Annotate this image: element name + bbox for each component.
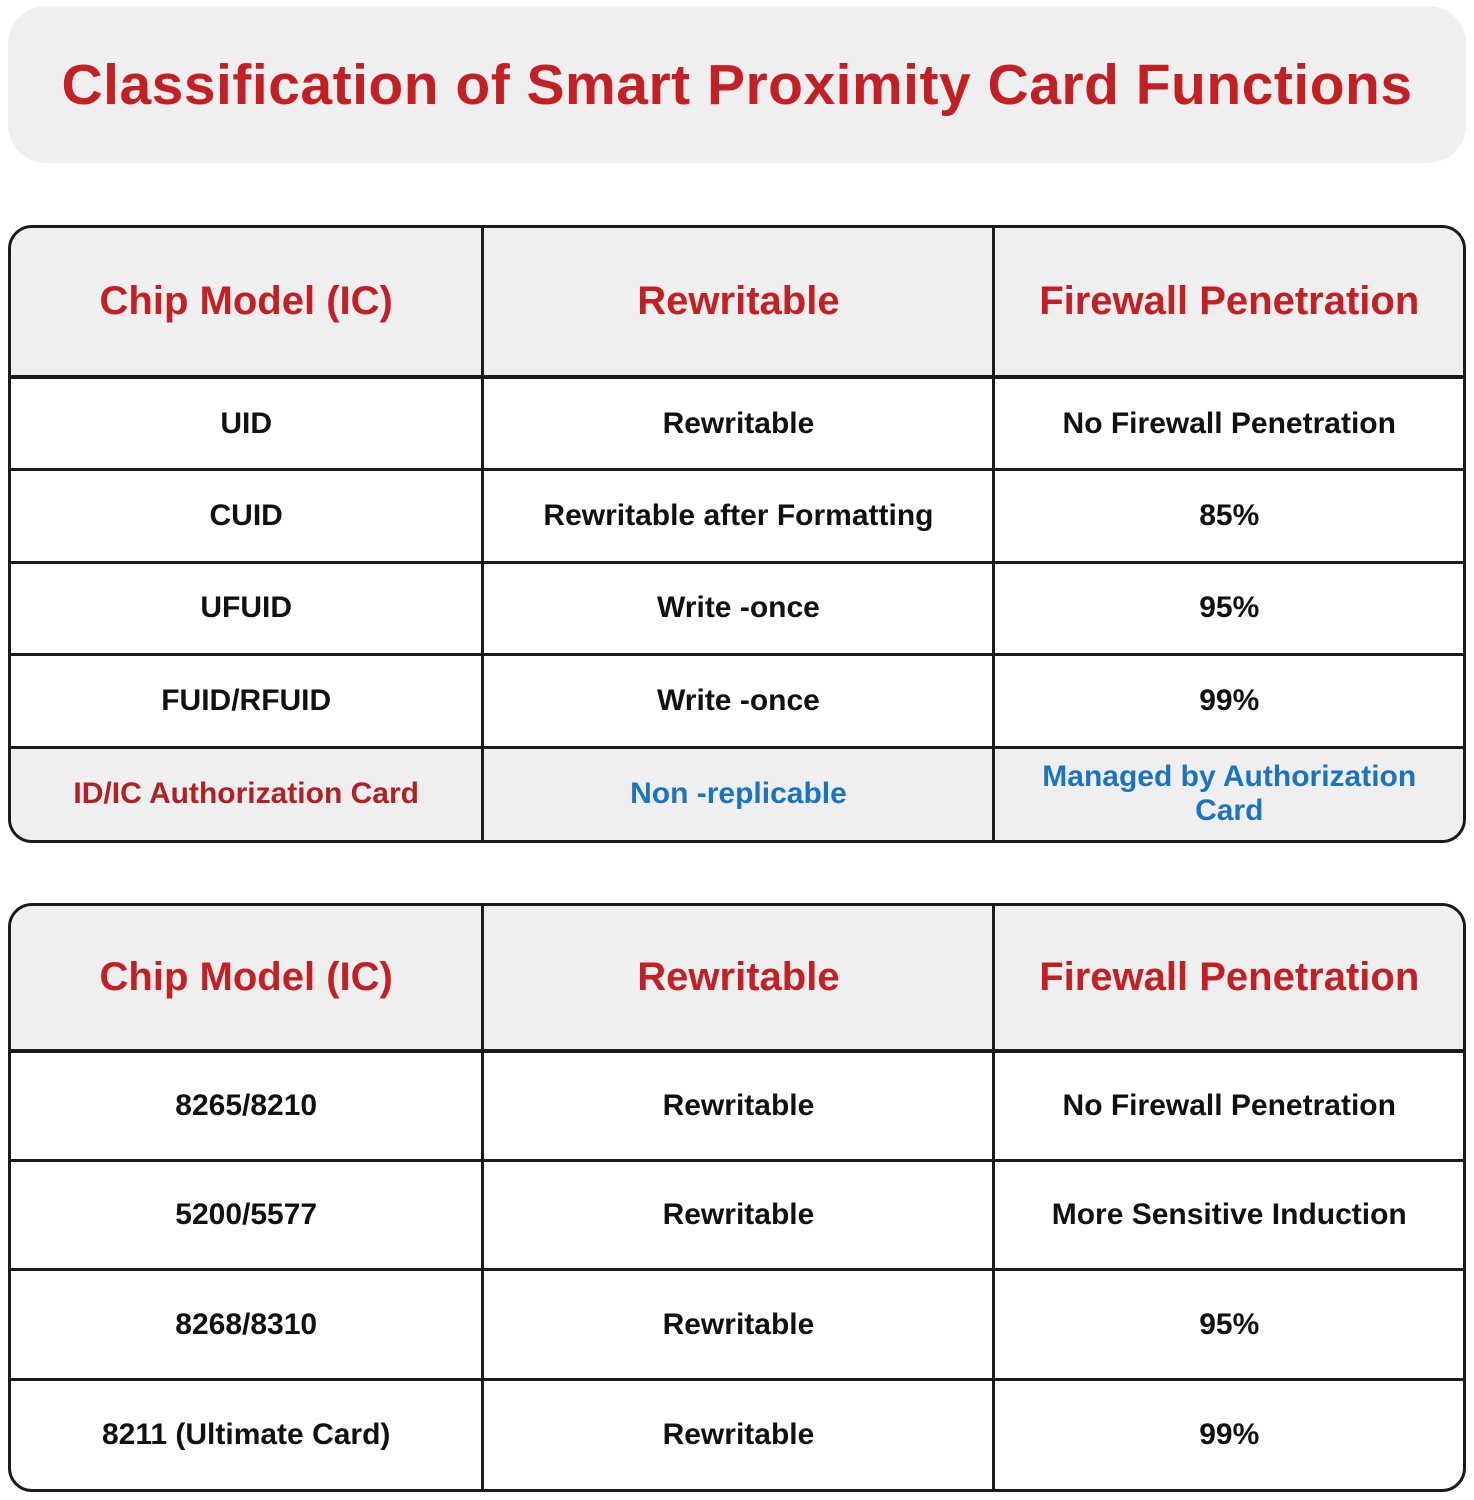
cell-rewritable: Rewritable [483, 1051, 994, 1161]
header-cell-chip-model: Chip Model (IC) [11, 228, 483, 377]
cell-rewritable: Rewritable [483, 1160, 994, 1270]
cell-rewritable: Write -once [483, 655, 994, 748]
page-title: Classification of Smart Proximity Card Functions [61, 52, 1413, 117]
cell-rewritable: Rewritable [483, 1379, 994, 1489]
table-row [11, 562, 1463, 655]
cell-chip-model: 8265/8210 [11, 1051, 483, 1161]
table-row [11, 1051, 1463, 1161]
cell-chip-model: 8268/8310 [11, 1270, 483, 1380]
table-row [11, 377, 1463, 470]
cell-chip-model: ID/IC Authorization Card [11, 747, 483, 840]
header-cell-rewritable: Rewritable [483, 906, 994, 1051]
cell-chip-model: UID [11, 377, 483, 470]
cell-firewall: No Firewall Penetration [994, 1051, 1463, 1161]
cell-firewall: 99% [994, 655, 1463, 748]
cell-rewritable: Non -replicable [483, 747, 994, 840]
cell-rewritable: Rewritable [483, 377, 994, 470]
cell-firewall: 95% [994, 1270, 1463, 1380]
cell-rewritable: Write -once [483, 562, 994, 655]
cell-chip-model: CUID [11, 470, 483, 563]
table-row [11, 1379, 1463, 1489]
table-row [11, 1270, 1463, 1380]
header-cell-firewall-penetration: Firewall Penetration [994, 228, 1463, 377]
header-cell-firewall-penetration: Firewall Penetration [994, 906, 1463, 1051]
cell-chip-model: 5200/5577 [11, 1160, 483, 1270]
table-row [11, 1160, 1463, 1270]
cell-firewall: More Sensitive Induction [994, 1160, 1463, 1270]
cell-firewall: 99% [994, 1379, 1463, 1489]
cell-rewritable: Rewritable [483, 1270, 994, 1380]
cell-chip-model: UFUID [11, 562, 483, 655]
table-row-authorization-card [11, 747, 1463, 840]
header-cell-chip-model: Chip Model (IC) [11, 906, 483, 1051]
cell-firewall: No Firewall Penetration [994, 377, 1463, 470]
table-2-header-row [11, 906, 1463, 1051]
table-row [11, 655, 1463, 748]
title-banner [8, 6, 1466, 163]
cell-rewritable: Rewritable after Formatting [483, 470, 994, 563]
header-cell-rewritable: Rewritable [483, 228, 994, 377]
table-row [11, 470, 1463, 563]
table-2 [11, 906, 1463, 1489]
table-1 [11, 228, 1463, 840]
cell-firewall: 95% [994, 562, 1463, 655]
cell-chip-model: FUID/RFUID [11, 655, 483, 748]
table-1-header-row [11, 228, 1463, 377]
cell-chip-model: 8211 (Ultimate Card) [11, 1379, 483, 1489]
chip-function-table-1 [8, 225, 1466, 843]
chip-function-table-2 [8, 903, 1466, 1492]
cell-firewall: 85% [994, 470, 1463, 563]
cell-firewall: Managed by Authorization Card [994, 747, 1463, 840]
